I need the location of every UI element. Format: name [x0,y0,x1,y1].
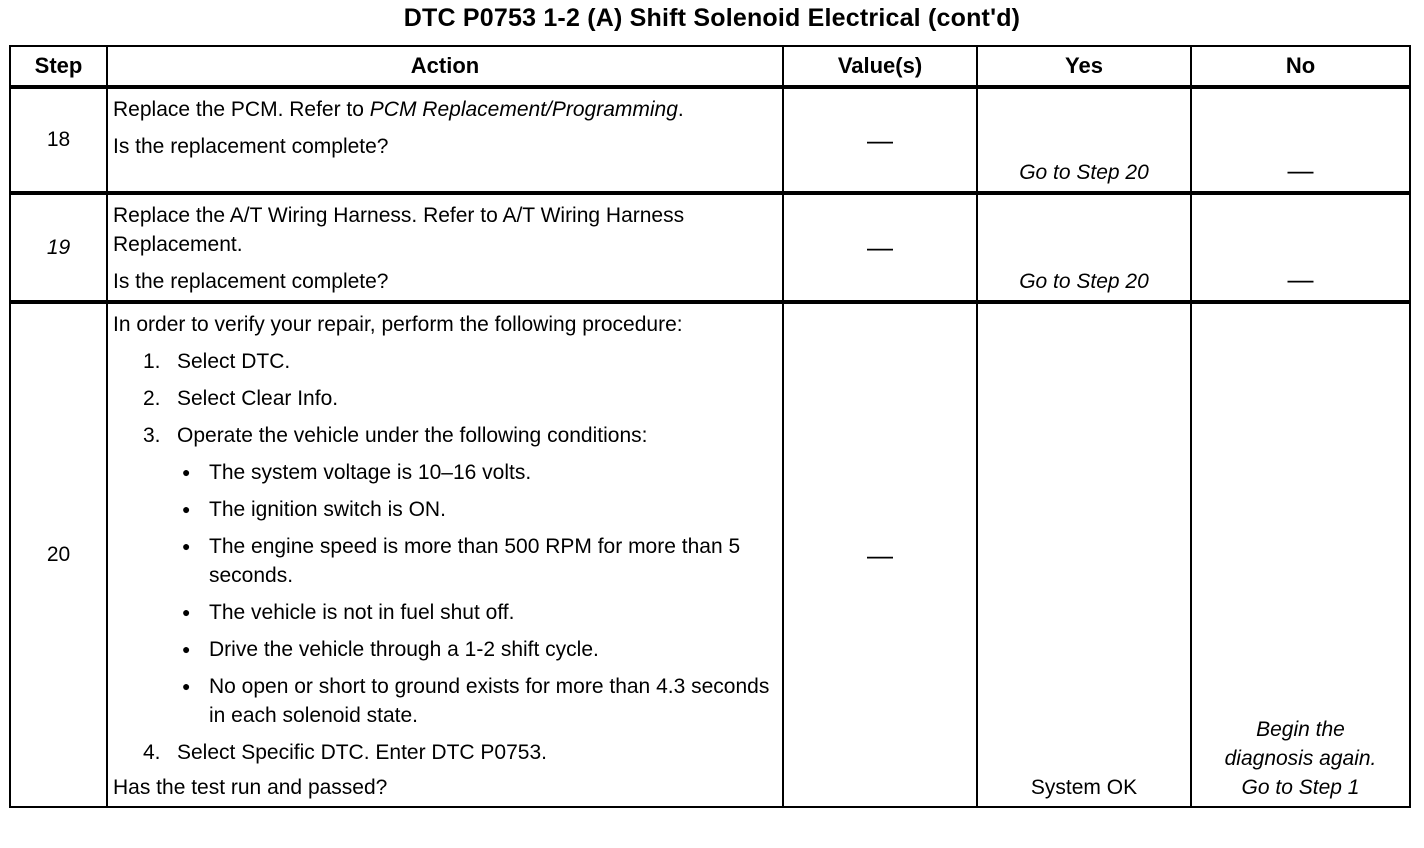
header-step: Step [10,46,107,87]
action-question: Is the replacement complete? [113,270,389,293]
procedure-step [113,347,772,376]
no-cell [1191,87,1410,193]
step-text: Select Clear Info. [177,387,339,410]
action-question: Is the replacement complete? [113,135,389,158]
step-number: 20 [10,302,107,807]
procedure-steps [113,347,772,767]
condition-text: No open or short to ground exists for more than 4.3 seconds in each solenoid state. [209,675,770,727]
condition-text: Drive the vehicle through a 1-2 shift cycle. [209,638,599,661]
no-dash: — [1287,264,1314,294]
header-row [10,46,1410,87]
table-row [10,302,1410,807]
value-cell [783,302,977,807]
condition-text: The vehicle is not in fuel shut off. [209,601,515,624]
value-dash: — [867,124,893,155]
no-cell [1191,302,1410,807]
action-cell [107,87,783,193]
condition-item [177,598,772,627]
yes-cell: Go to Step 20 [977,193,1191,302]
action-reference: PCM Replacement/Programming [369,98,678,121]
no-text-line: Go to Step 1 [1241,776,1360,799]
bullet-icon: ● [182,501,191,517]
header-values: Value(s) [783,46,977,87]
step-num: 4. [143,741,161,764]
diagnostic-table [9,45,1411,808]
yes-cell: System OK [977,302,1191,807]
header-no: No [1191,46,1410,87]
condition-text: The engine speed is more than 500 RPM for more than 5 seconds. [209,535,741,587]
procedure-step [113,421,772,730]
procedure-step [113,384,772,413]
condition-item [177,635,772,664]
bullet-icon: ● [182,641,191,657]
value-dash: — [867,539,893,570]
step-num: 2. [143,387,161,410]
action-period: . [677,98,684,121]
bullet-icon: ● [182,604,191,620]
step-text: Select Specific DTC. Enter DTC P0753. [177,741,547,764]
table-row [10,193,1410,302]
header-action: Action [107,46,783,87]
header-yes: Yes [977,46,1191,87]
no-cell [1191,193,1410,302]
value-cell [783,87,977,193]
condition-item [177,495,772,524]
action-cell [107,302,783,807]
condition-item [177,458,772,487]
action-instruction [113,95,772,124]
value-dash: — [867,232,893,262]
no-dash: — [1287,155,1314,185]
condition-list [177,458,772,730]
action-cell [107,193,783,302]
step-num: 3. [143,424,161,447]
condition-item [177,532,772,590]
condition-text: The ignition switch is ON. [209,498,446,521]
yes-cell: Go to Step 20 [977,87,1191,193]
action-instruction: Replace the A/T Wiring Harness. Refer to A/T Wiring Harness Replacement. [113,204,685,256]
action-text: Replace the PCM. Refer to [113,98,364,121]
step-num: 1. [143,350,161,373]
step-number: 18 [10,87,107,193]
condition-text: The system voltage is 10–16 volts. [209,461,532,484]
condition-item [177,672,772,730]
bullet-icon: ● [182,464,191,480]
step-number: 19 [10,193,107,302]
step-text: Select DTC. [177,350,291,373]
bullet-icon: ● [182,678,191,694]
bullet-icon: ● [182,538,191,554]
page-title: DTC P0753 1-2 (A) Shift Solenoid Electrical (cont'd) [403,4,1021,32]
step-text: Operate the vehicle under the following conditions: [177,424,648,447]
table-row [10,87,1410,193]
no-text-line: Begin the [1256,718,1345,741]
procedure-intro: In order to verify your repair, perform the following procedure: [113,313,683,336]
procedure-step [113,738,772,767]
action-question: Has the test run and passed? [113,776,388,799]
no-text-line: diagnosis again. [1224,747,1377,770]
value-cell [783,193,977,302]
